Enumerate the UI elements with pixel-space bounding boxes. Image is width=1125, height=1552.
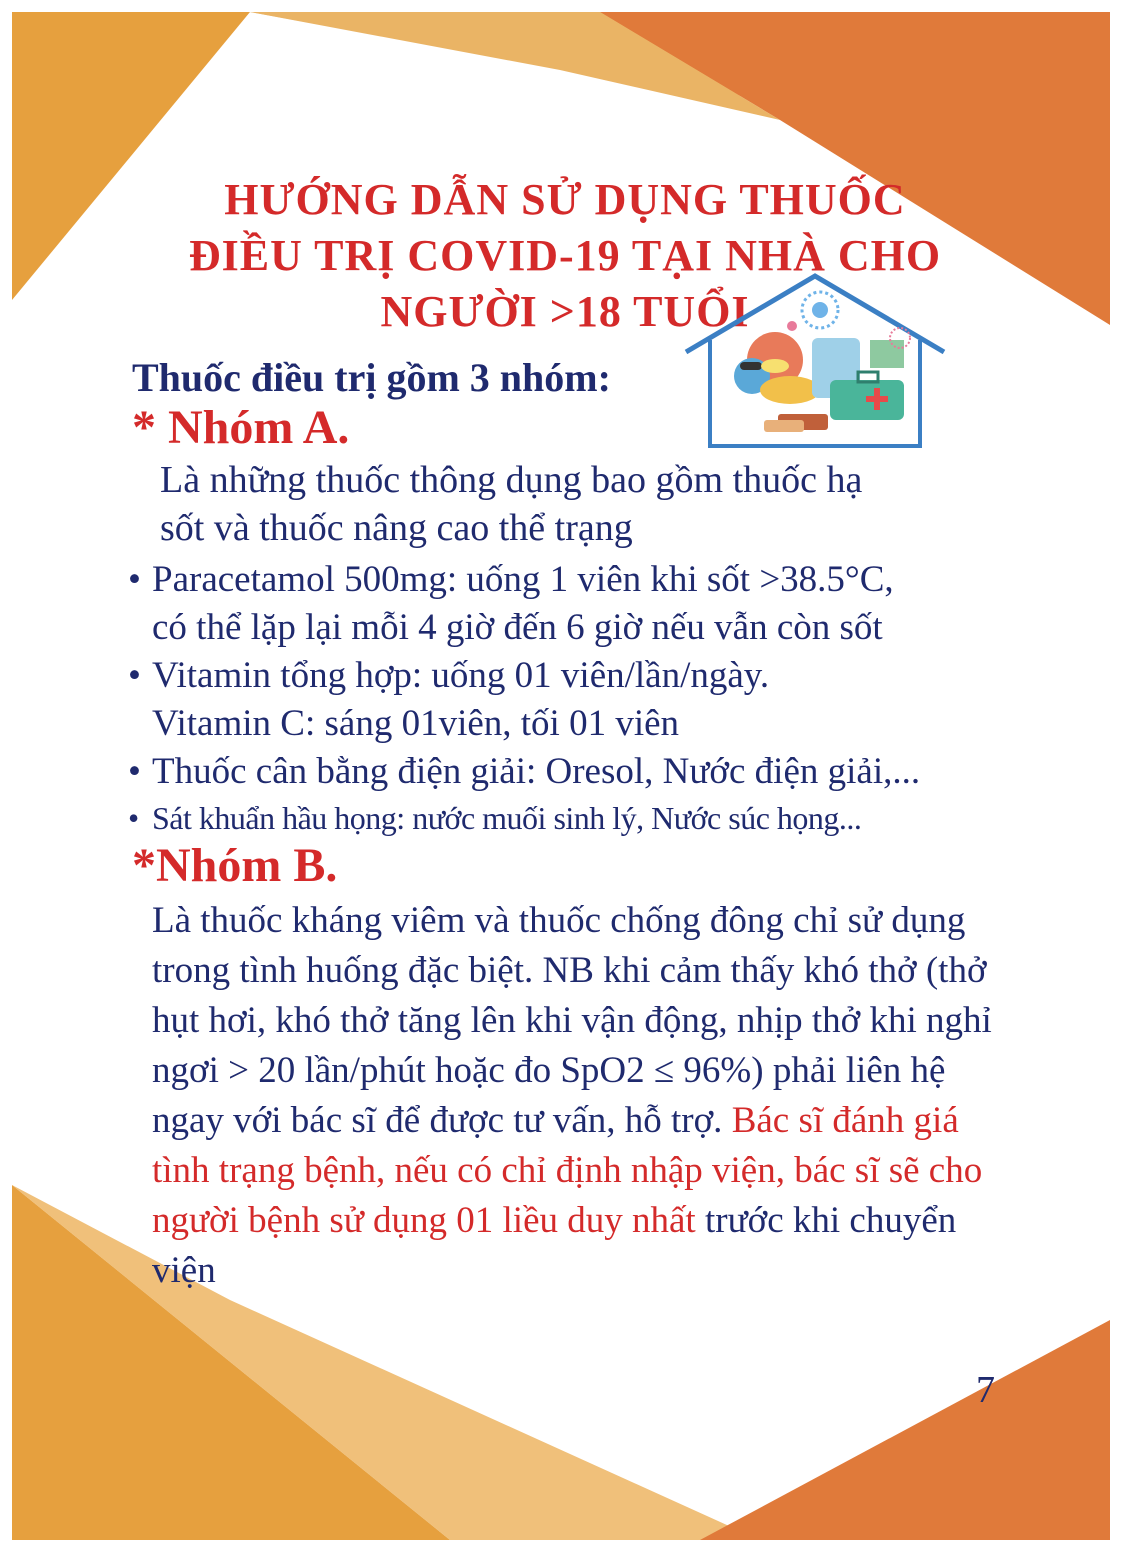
- bullet-line-1: Vitamin tổng hợp: uống 01 viên/lần/ngày.: [152, 655, 770, 696]
- page-number: 7: [976, 1369, 995, 1411]
- title-line-2: ĐIỀU TRỊ COVID-19 TẠI NHÀ CHO: [188, 231, 942, 280]
- group-b-heading: *Nhóm B.: [132, 839, 338, 892]
- bullet-marker: •: [128, 655, 141, 696]
- list-item: [128, 652, 1008, 748]
- group-b-description: [152, 896, 1002, 1296]
- group-a-description-line-1: Là những thuốc thông dụng bao gồm thuốc hạ: [160, 459, 863, 501]
- group-a-bullet-list: [128, 556, 1008, 840]
- title-line-3: NGƯỜI >18 TUỔI: [380, 287, 750, 336]
- bullet-line-2: có thể lặp lại mỗi 4 giờ đến 6 giờ nếu vẫn còn sốt: [152, 607, 883, 648]
- list-item: [128, 556, 1008, 652]
- bullet-line-1: Paracetamol 500mg: uống 1 viên khi sốt >38.5°C,: [152, 559, 894, 600]
- bullet-line-1: Thuốc cân bằng điện giải: Oresol, Nước điện giải,...: [152, 751, 921, 792]
- title-line-1: HƯỚNG DẪN SỬ DỤNG THUỐC: [224, 175, 906, 224]
- bullet-marker: •: [128, 800, 139, 836]
- bullet-marker: •: [128, 559, 141, 600]
- group-a-description-line-2: sốt và thuốc nâng cao thể trạng: [160, 507, 633, 549]
- bullet-line-2: Vitamin C: sáng 01viên, tối 01 viên: [152, 703, 680, 744]
- bullet-marker: •: [128, 751, 141, 792]
- intro-text: Thuốc điều trị gồm 3 nhóm:: [132, 355, 611, 400]
- house-with-medical-items-icon: [680, 268, 950, 452]
- group-b-highlight-text: Bác sĩ đánh giá tình trạng bệnh, nếu có chỉ định nhập viện, bác sĩ sẽ cho người bệnh sử dụng 01 liều duy nhất: [152, 1100, 983, 1241]
- group-b-text: Là thuốc kháng viêm và thuốc chống đông chỉ sử dụng trong tình huống đặc biệt. NB khi cảm thấy khó thở (thở hụt hơi, khó thở tăng lên khi vận động, nhịp thở khi nghỉ ngơi > 20 lần/phút hoặc đo SpO2 ≤ 96%) phải liên hệ ngay với bác sĩ để được tư vấn, hỗ trợ.: [152, 900, 992, 1141]
- group-a-heading: * Nhóm A.: [132, 401, 350, 454]
- list-item: [128, 796, 1008, 840]
- group-a-description: [160, 456, 1000, 552]
- group-b-text-tail: trước khi chuyển viện: [152, 1200, 957, 1291]
- bullet-line-1: Sát khuẩn hầu họng: nước muối sinh lý, Nước súc họng...: [152, 800, 862, 836]
- list-item: [128, 748, 1008, 796]
